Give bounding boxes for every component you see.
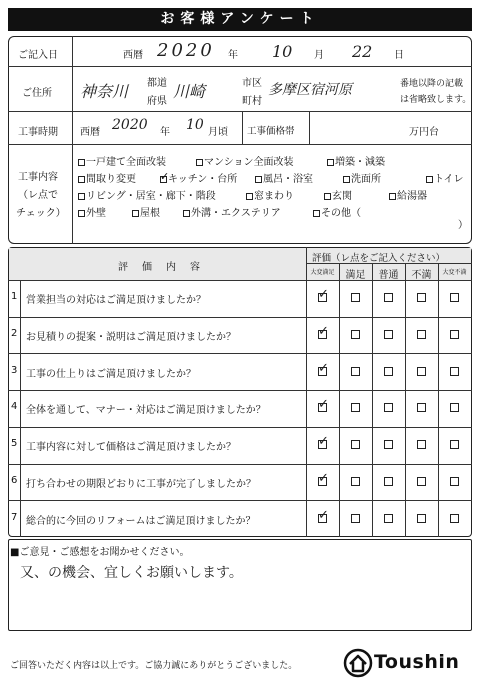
rating-checkbox[interactable] xyxy=(351,293,360,302)
rating-checkbox[interactable] xyxy=(351,477,360,486)
rating-check-mark: ✓ xyxy=(318,360,329,376)
work-item-5[interactable] xyxy=(255,170,313,185)
work-item-label: 外溝・エクステリア xyxy=(191,208,281,219)
scale-header-0: 大変満足 xyxy=(310,269,335,276)
address-label: ご住所 xyxy=(22,88,52,99)
scale-header-4: 大変不満 xyxy=(442,269,467,276)
address-pref-unit-top: 都道 xyxy=(147,78,167,89)
question-text: 打ち合わせの期限どおりに工事が完了しましたか？ xyxy=(26,478,256,490)
question-number: 5 xyxy=(11,438,18,450)
date-day-unit: 日 xyxy=(394,50,404,61)
question-text: 工事内容に対して価格はご満足頂けましたか？ xyxy=(26,442,236,454)
comments-value: 又、の機会、宜しくお願いします。 xyxy=(20,565,243,581)
period-label: 工事時期 xyxy=(18,127,58,138)
work-item-checkbox[interactable] xyxy=(343,176,350,183)
rating-checkbox[interactable] xyxy=(384,514,393,523)
eval-header-content: 評 価 内 容 xyxy=(118,262,202,273)
company-logo xyxy=(343,645,478,681)
date-era: 西暦 xyxy=(123,50,143,61)
work-item-checkbox[interactable] xyxy=(196,159,203,166)
rating-checkbox[interactable] xyxy=(417,367,426,376)
date-year-value: 2020 xyxy=(157,40,215,61)
work-item-checkbox[interactable] xyxy=(327,159,334,166)
question-number: 3 xyxy=(11,364,18,376)
price-label: 工事価格帯 xyxy=(247,126,295,137)
work-item-checkbox[interactable] xyxy=(426,176,433,183)
rating-checkbox[interactable] xyxy=(450,403,459,412)
work-item-label: マンション全面改装 xyxy=(204,157,294,168)
rating-checkbox[interactable] xyxy=(417,514,426,523)
rating-check-mark: ✓ xyxy=(318,287,329,303)
work-item-label: リビング・居室・廊下・階段 xyxy=(86,191,216,202)
question-number: 2 xyxy=(11,328,18,340)
date-day-value: 22 xyxy=(352,42,373,61)
address-note-1: 番地以降の記載 xyxy=(400,79,464,89)
rating-checkbox[interactable] xyxy=(417,293,426,302)
work-item-label: キッチン・台所 xyxy=(168,174,238,185)
content-label-1: 工事内容 xyxy=(18,172,58,183)
question-number: 7 xyxy=(11,511,18,523)
work-item-label: トイレ xyxy=(434,174,464,185)
work-item-11[interactable] xyxy=(389,187,427,202)
footer-text: ご回答いただく内容は以上です。ご協力誠にありがとうございました。 xyxy=(10,661,298,671)
question-text: 営業担当の対応はご満足頂けましたか？ xyxy=(26,295,206,307)
work-item-checkbox[interactable] xyxy=(313,210,320,217)
address-prefecture-value: 神奈川 xyxy=(80,82,129,101)
question-number: 4 xyxy=(11,401,18,413)
rating-checkbox[interactable] xyxy=(450,440,459,449)
rating-checkbox[interactable] xyxy=(417,330,426,339)
check-mark: ✓ xyxy=(160,170,170,183)
rating-checkbox[interactable] xyxy=(351,403,360,412)
rating-check-mark: ✓ xyxy=(318,507,329,523)
work-item-label: 間取り変更 xyxy=(86,174,136,185)
work-item-12[interactable] xyxy=(78,204,106,219)
question-text: 工事の仕上りはご満足頂けましたか？ xyxy=(26,368,196,380)
question-text: 総合的に今回のリフォームはご満足頂けましたか？ xyxy=(26,515,256,527)
rating-checkbox[interactable] xyxy=(384,477,393,486)
rating-checkbox[interactable] xyxy=(450,514,459,523)
rating-checkbox[interactable] xyxy=(417,403,426,412)
work-item-4[interactable] xyxy=(160,170,237,185)
scale-header-3: 不満 xyxy=(411,270,432,281)
rating-check-mark: ✓ xyxy=(318,434,329,450)
work-item-checkbox[interactable] xyxy=(324,193,331,200)
work-item-checkbox[interactable] xyxy=(78,193,85,200)
work-item-label: 窓まわり xyxy=(254,191,294,202)
work-item-1[interactable] xyxy=(196,153,294,168)
work-item-checkbox[interactable] xyxy=(183,210,190,217)
period-month-value: 10 xyxy=(186,117,204,133)
work-item-checkbox[interactable] xyxy=(389,193,396,200)
content-label-2: （レ点で xyxy=(18,190,58,201)
rating-checkbox[interactable] xyxy=(384,293,393,302)
work-item-checkbox[interactable] xyxy=(132,210,139,217)
work-item-6[interactable] xyxy=(343,170,381,185)
page-title: お客様アンケート xyxy=(8,8,472,31)
work-item-7[interactable] xyxy=(426,170,464,185)
rating-checkbox[interactable] xyxy=(450,367,459,376)
rating-checkbox[interactable] xyxy=(351,440,360,449)
price-unit: 万円台 xyxy=(409,127,439,138)
date-month-unit: 月 xyxy=(314,50,324,61)
work-item-checkbox[interactable] xyxy=(78,159,85,166)
rating-checkbox[interactable] xyxy=(417,477,426,486)
rating-check-mark: ✓ xyxy=(318,397,329,413)
address-city-unit-bottom: 町村 xyxy=(242,96,262,107)
scale-header-1: 満足 xyxy=(345,270,366,281)
period-year-unit: 年 xyxy=(160,127,170,138)
work-item-checkbox[interactable] xyxy=(160,170,170,183)
period-month-unit: 月頃 xyxy=(208,127,228,138)
work-item-label: 屋根 xyxy=(140,208,160,219)
work-item-15[interactable] xyxy=(313,204,361,219)
other-close: ） xyxy=(458,220,468,231)
address-note-2: は省略致します。 xyxy=(400,95,472,105)
rating-checkbox[interactable] xyxy=(384,367,393,376)
work-item-label: 玄関 xyxy=(332,191,352,202)
date-label: ご記入日 xyxy=(18,50,58,61)
rating-checkbox[interactable] xyxy=(384,440,393,449)
question-text: お見積りの提案・説明はご満足頂けましたか？ xyxy=(26,332,236,344)
address-pref-unit-bottom: 府県 xyxy=(147,96,167,107)
work-item-label: 増築・減築 xyxy=(335,157,385,168)
logo-text: Toushin xyxy=(374,651,460,673)
question-text: 全体を通して、マナー・対応はご満足頂けましたか？ xyxy=(26,405,266,417)
work-item-label: 一戸建て全面改装 xyxy=(86,157,166,168)
work-item-checkbox[interactable] xyxy=(78,210,85,217)
period-year-value: 2020 xyxy=(112,117,148,133)
date-year-unit: 年 xyxy=(228,50,238,61)
scale-header-2: 普通 xyxy=(378,270,399,281)
work-item-checkbox[interactable] xyxy=(246,193,253,200)
work-item-10[interactable] xyxy=(324,187,352,202)
work-item-checkbox[interactable] xyxy=(255,176,262,183)
question-number: 6 xyxy=(11,474,18,486)
question-number: 1 xyxy=(11,291,18,303)
rating-checkbox[interactable] xyxy=(417,440,426,449)
rating-checkbox[interactable] xyxy=(351,330,360,339)
house-icon xyxy=(343,647,373,679)
work-item-3[interactable] xyxy=(78,170,136,185)
work-item-label: 外壁 xyxy=(86,208,106,219)
address-city-value: 川崎 xyxy=(173,82,206,101)
work-item-14[interactable] xyxy=(183,204,281,219)
rating-check-mark: ✓ xyxy=(318,470,329,486)
address-town-value: 多摩区宿河原 xyxy=(268,82,352,98)
work-item-checkbox[interactable] xyxy=(78,176,85,183)
work-item-label: 風呂・浴室 xyxy=(263,174,313,185)
work-item-2[interactable] xyxy=(327,153,385,168)
rating-checkbox[interactable] xyxy=(450,293,459,302)
work-item-0[interactable] xyxy=(78,153,166,168)
work-item-8[interactable] xyxy=(78,187,216,202)
work-item-13[interactable] xyxy=(132,204,160,219)
rating-checkbox[interactable] xyxy=(351,514,360,523)
work-item-label: その他（ xyxy=(321,208,361,219)
eval-header-rating: 評価（レ点をご記入ください） xyxy=(312,253,446,264)
rating-checkbox[interactable] xyxy=(450,330,459,339)
rating-checkbox[interactable] xyxy=(384,330,393,339)
rating-checkbox[interactable] xyxy=(351,367,360,376)
address-city-unit-top: 市区 xyxy=(242,78,262,89)
rating-checkbox[interactable] xyxy=(450,477,459,486)
work-item-label: 給湯器 xyxy=(397,191,427,202)
work-item-9[interactable] xyxy=(246,187,294,202)
period-era: 西暦 xyxy=(80,127,100,138)
content-label-3: チェック） xyxy=(16,208,66,219)
work-item-label: 洗面所 xyxy=(351,174,381,185)
date-month-value: 10 xyxy=(272,42,293,61)
rating-checkbox[interactable] xyxy=(384,403,393,412)
rating-check-mark: ✓ xyxy=(318,324,329,340)
comments-label: ■ご意見・ご感想をお聞かせください。 xyxy=(10,547,190,558)
